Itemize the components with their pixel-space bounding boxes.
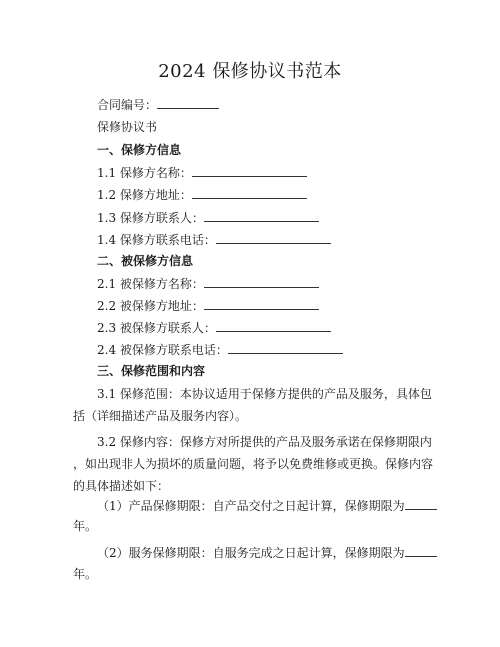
item-label: 1.2 保修方地址：	[97, 188, 192, 202]
clause-2-line-1	[97, 544, 457, 561]
fill-blank	[216, 319, 331, 332]
section2-item-1	[97, 275, 319, 292]
fill-blank	[204, 209, 319, 222]
item-label: 2.1 被保修方名称：	[97, 277, 204, 291]
section2-heading: 二、被保修方信息	[97, 254, 194, 268]
fill-blank	[204, 297, 319, 310]
section1-item-4	[97, 231, 331, 248]
clause-1-line-1	[97, 497, 457, 514]
doc-name: 保修协议书	[97, 120, 158, 134]
section1-item-2	[97, 186, 307, 203]
para-3-2-line-3: 的具体描述如下：	[73, 479, 170, 493]
fill-blank	[216, 231, 331, 244]
contract-number-blank	[157, 96, 219, 109]
para-3-1-line-2: 括（详细描述产品及服务内容）。	[73, 409, 248, 423]
fill-blank	[228, 341, 343, 354]
contract-number-line	[97, 96, 219, 113]
clause-2-line-2: 年。	[73, 567, 98, 581]
clause-text: （1）产品保修期限：自产品交付之日起计算，保修期限为	[97, 499, 405, 513]
item-label: 2.4 被保修方联系电话：	[97, 343, 228, 357]
item-label: 2.2 被保修方地址：	[97, 299, 204, 313]
item-label: 1.3 保修方联系人：	[97, 211, 204, 225]
para-3-2-line-2: ，如出现非人为损坏的质量问题，将予以免费维修或更换。保修内容	[73, 457, 434, 471]
fill-blank	[405, 544, 437, 557]
item-label: 1.4 保修方联系电话：	[97, 233, 216, 247]
contract-number-label: 合同编号：	[97, 98, 158, 112]
fill-blank	[192, 186, 307, 199]
section2-item-3	[97, 319, 331, 336]
section3-heading: 三、保修范围和内容	[97, 364, 206, 378]
fill-blank	[192, 164, 307, 177]
para-3-2-line-1: 3.2 保修内容：保修方对所提供的产品及服务承诺在保修期限内	[97, 435, 432, 449]
item-label: 1.1 保修方名称：	[97, 166, 192, 180]
section2-item-2	[97, 297, 319, 314]
section2-item-4	[97, 341, 343, 358]
section1-item-3	[97, 209, 319, 226]
fill-blank	[204, 275, 319, 288]
fill-blank	[405, 497, 437, 510]
para-3-1-line-1: 3.1 保修范围：本协议适用于保修方提供的产品及服务，具体包	[97, 387, 432, 401]
document-title: 2024 保修协议书范本	[158, 61, 342, 82]
clause-text: （2）服务保修期限：自服务完成之日起计算，保修期限为	[97, 546, 405, 560]
section1-item-1	[97, 164, 307, 181]
item-label: 2.3 被保修方联系人：	[97, 321, 216, 335]
clause-1-line-2: 年。	[73, 519, 98, 533]
section1-heading: 一、保修方信息	[97, 143, 182, 157]
